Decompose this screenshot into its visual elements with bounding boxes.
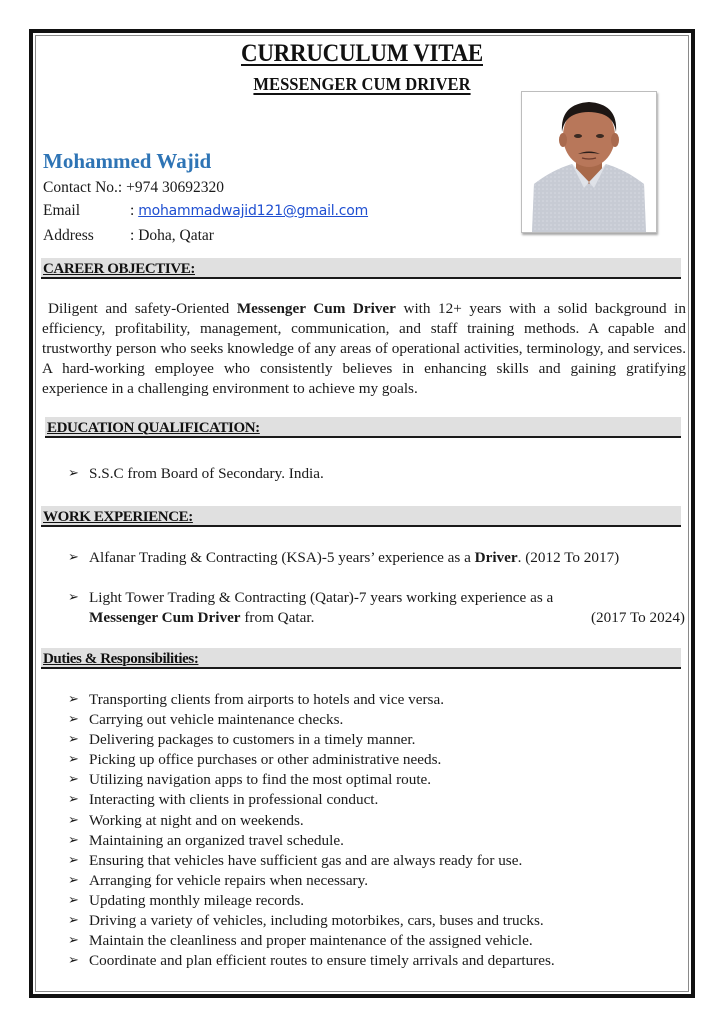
arrow-bullet-icon: ➢ — [68, 792, 79, 808]
address-separator: : — [130, 227, 135, 244]
profile-photo — [521, 91, 657, 233]
duties-list — [65, 690, 555, 971]
arrow-bullet-icon: ➢ — [68, 466, 79, 481]
list-item — [65, 710, 555, 730]
address-value: Doha, Qatar — [138, 227, 214, 244]
email-label: Email — [43, 202, 81, 219]
list-item — [65, 770, 555, 790]
arrow-bullet-icon: ➢ — [68, 832, 79, 848]
arrow-bullet-icon: ➢ — [68, 933, 79, 949]
duty-text: Ensuring that vehicles have sufficient gas and are always ready for use. — [89, 851, 523, 869]
document-title: CURRUCULUM VITAE — [240, 40, 483, 67]
duty-text: Coordinate and plan efficient routes to ensure timely arrivals and departures. — [89, 952, 555, 970]
address-label: Address — [43, 227, 94, 244]
list-item — [65, 871, 555, 891]
education-item-text: S.S.C from Board of Secondary. India. — [89, 465, 324, 482]
work-item-period: (2017 To 2024) — [591, 609, 685, 626]
work-experience-title: WORK EXPERIENCE: — [43, 509, 193, 525]
duty-text: Arranging for vehicle repairs when necessary. — [89, 871, 369, 889]
arrow-bullet-icon: ➢ — [68, 772, 79, 788]
arrow-bullet-icon: ➢ — [68, 852, 79, 868]
duty-text: Working at night and on weekends. — [89, 811, 304, 829]
list-item — [65, 690, 555, 710]
duty-text: Carrying out vehicle maintenance checks. — [89, 711, 344, 729]
objective-text-start: Diligent and safety-Oriented — [48, 300, 237, 317]
education-list — [65, 464, 324, 484]
duty-text: Delivering packages to customers in a timely manner. — [89, 731, 416, 749]
work-item-location: from Qatar. — [240, 609, 315, 626]
duty-text: Driving a variety of vehicles, including motorbikes, cars, buses and trucks. — [89, 912, 544, 930]
career-objective-title: CAREER OBJECTIVE: — [43, 261, 195, 277]
work-item-text: Alfanar Trading & Contracting (KSA)-5 years’ experience as a — [89, 549, 475, 566]
arrow-bullet-icon: ➢ — [68, 692, 79, 707]
objective-text-rest: with 12+ years with a solid background in efficiency, profitability, management, communication, and staff training methods. A capable and trustworthy person who seeks knowledge of any areas of operational activities, terminology, and services. A hard-working employee who consistently believes in enhancing skills and gaining gratifying experience in a challenging environment to achieve my goals. — [42, 300, 686, 397]
objective-role-bold: Messenger Cum Driver — [236, 300, 396, 317]
list-item — [65, 911, 555, 931]
person-photo-icon — [522, 92, 656, 232]
career-objective-text — [42, 299, 686, 399]
contact-value: +974 30692320 — [126, 179, 224, 196]
address-row — [43, 227, 214, 245]
duty-text: Updating monthly mileage records. — [89, 891, 305, 909]
duty-text: Transporting clients from airports to hotels and vice versa. — [89, 691, 445, 708]
section-header-education — [45, 417, 681, 438]
arrow-bullet-icon: ➢ — [68, 590, 79, 605]
duties-title: Duties & Responsibilities: — [43, 651, 199, 667]
list-item — [65, 464, 324, 484]
list-item — [65, 548, 695, 568]
section-header-duties — [41, 648, 681, 669]
contact-label: Contact No.: — [43, 179, 123, 196]
email-separator: : — [130, 202, 135, 219]
list-item — [65, 891, 555, 911]
list-item — [65, 931, 555, 951]
contact-number-row — [43, 179, 224, 197]
list-item — [65, 730, 555, 750]
duty-text: Maintaining an organized travel schedule. — [89, 831, 344, 849]
list-item — [65, 750, 555, 770]
duty-text: Interacting with clients in professional conduct. — [89, 791, 379, 809]
arrow-bullet-icon: ➢ — [68, 812, 79, 828]
arrow-bullet-icon: ➢ — [68, 550, 79, 565]
candidate-name: Mohammed Wajid — [43, 149, 212, 173]
section-header-work-experience — [41, 506, 681, 527]
arrow-bullet-icon: ➢ — [68, 953, 79, 969]
work-experience-list-1 — [65, 548, 695, 568]
arrow-bullet-icon: ➢ — [68, 892, 79, 908]
duty-text: Maintain the cleanliness and proper maintenance of the assigned vehicle. — [89, 932, 533, 950]
arrow-bullet-icon: ➢ — [68, 712, 79, 728]
work-item-text: Light Tower Trading & Contracting (Qatar)-7 years working experience as a — [89, 589, 554, 606]
list-item — [65, 951, 555, 971]
list-item — [65, 811, 555, 831]
work-item-line2 — [89, 608, 685, 628]
duty-text: Utilizing navigation apps to find the most optimal route. — [89, 771, 432, 789]
work-item-role-bold: Messenger Cum Driver — [89, 609, 241, 626]
cv-page-frame — [29, 29, 695, 998]
work-item-period: . (2012 To 2017) — [517, 549, 620, 566]
arrow-bullet-icon: ➢ — [68, 732, 79, 748]
list-item — [65, 851, 555, 871]
section-header-career-objective — [41, 258, 681, 279]
arrow-bullet-icon: ➢ — [68, 752, 79, 768]
work-experience-list-2 — [65, 588, 685, 628]
work-item-role-bold: Driver — [474, 549, 518, 566]
list-item — [65, 790, 555, 810]
duty-text: Picking up office purchases or other administrative needs. — [89, 751, 442, 769]
email-link[interactable]: mohammadwajid121@gmail.com — [138, 203, 369, 219]
list-item — [65, 588, 685, 628]
document-subtitle: MESSENGER CUM DRIVER — [253, 74, 471, 94]
list-item — [65, 831, 555, 851]
arrow-bullet-icon: ➢ — [68, 913, 79, 929]
email-row — [43, 202, 368, 220]
arrow-bullet-icon: ➢ — [68, 872, 79, 888]
education-title: EDUCATION QUALIFICATION: — [47, 420, 260, 436]
